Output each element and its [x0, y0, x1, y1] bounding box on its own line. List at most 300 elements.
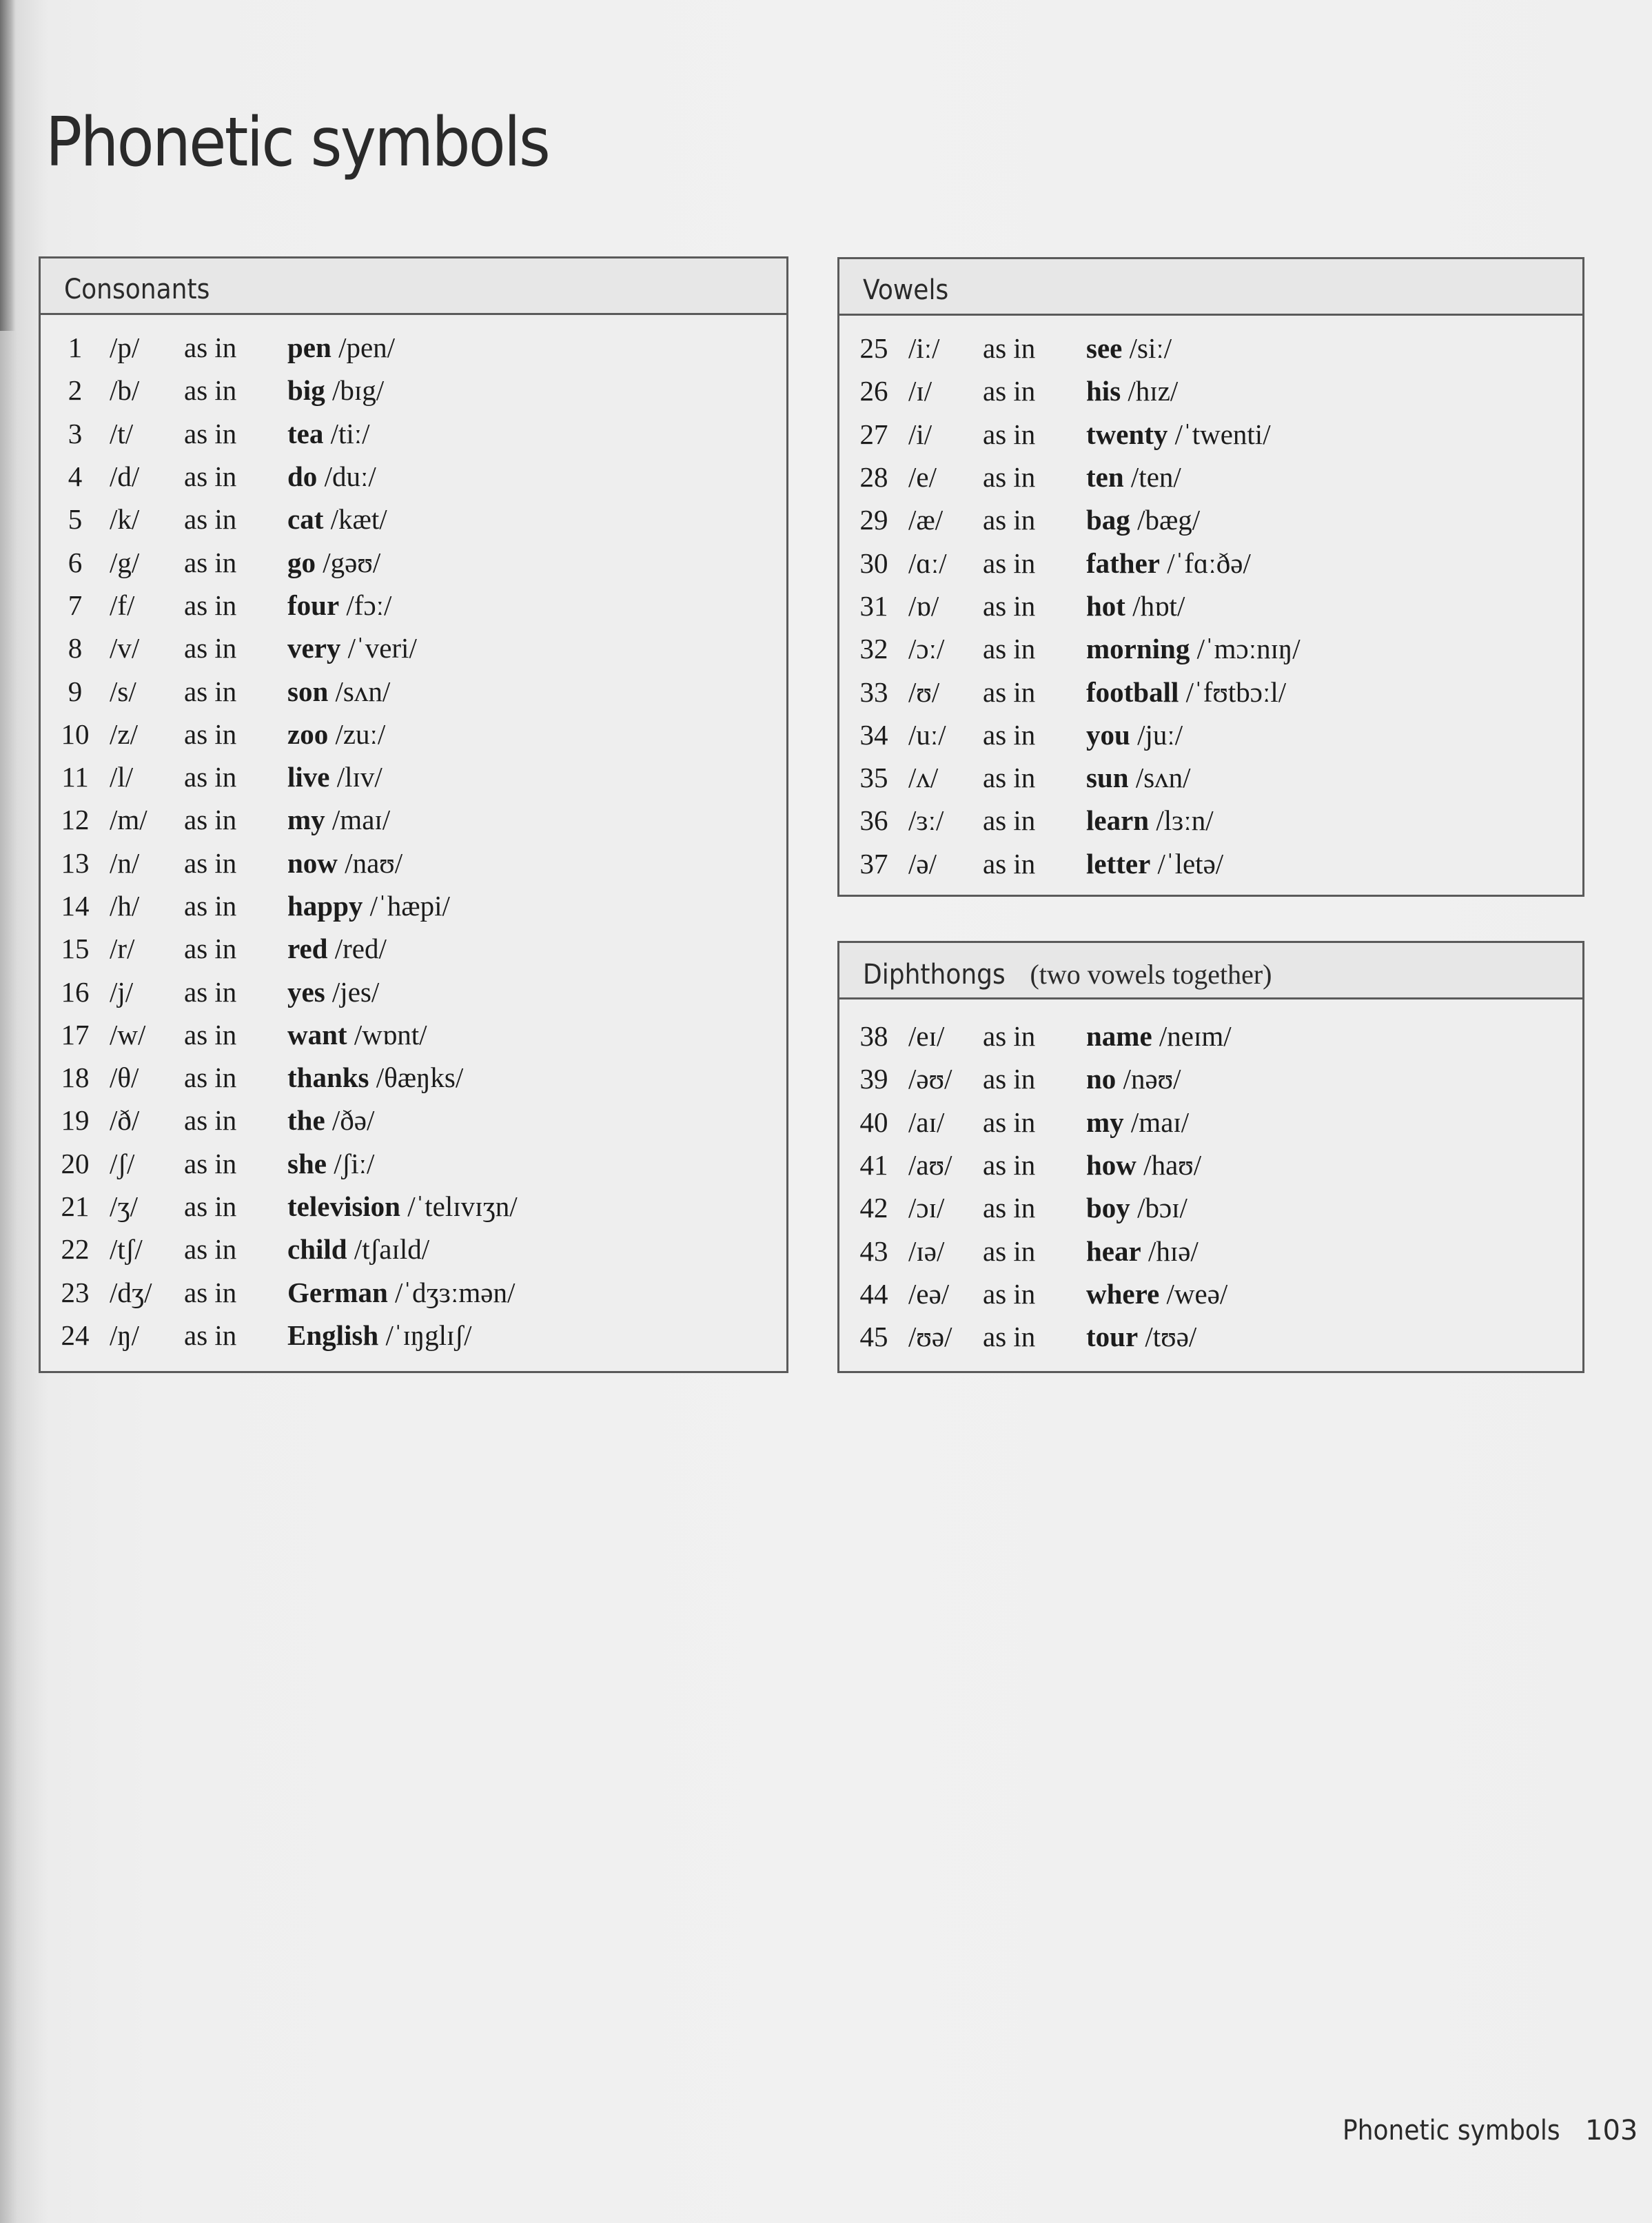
phonetic-symbol: /əʊ/ — [908, 1063, 952, 1095]
phonetic-symbol: /n/ — [110, 846, 140, 879]
example — [1086, 503, 1200, 536]
row-number: 34 — [859, 718, 888, 751]
diphthongs-header — [839, 943, 1582, 999]
row-number: 29 — [859, 504, 888, 536]
row-number: 41 — [859, 1149, 888, 1181]
example — [1086, 589, 1185, 622]
row-number: 26 — [859, 375, 888, 407]
example — [1086, 460, 1181, 494]
example-word: tea — [287, 417, 324, 449]
row-number: 16 — [61, 975, 90, 1008]
symbol-row — [41, 1099, 786, 1141]
phonetic-symbol: /h/ — [110, 890, 140, 922]
example-pronunciation: /ˈdʒɜːmən/ — [395, 1276, 516, 1308]
example — [1086, 547, 1251, 580]
example-pronunciation: /ˈtwenti/ — [1174, 418, 1271, 450]
as-in-label: as in — [983, 762, 1036, 794]
as-in-label: as in — [983, 332, 1036, 365]
example-word: where — [1086, 1277, 1160, 1310]
row-number: 6 — [68, 546, 83, 578]
example-word: his — [1086, 375, 1121, 407]
phonetic-symbol: /l/ — [110, 761, 134, 793]
symbol-row — [41, 970, 786, 1013]
row-number: 25 — [859, 332, 888, 365]
example — [1086, 1320, 1196, 1353]
symbol-row — [41, 1013, 786, 1056]
example-word: ten — [1086, 461, 1124, 494]
example-pronunciation: /bæg/ — [1137, 504, 1201, 536]
symbol-row — [839, 413, 1582, 456]
symbol-row — [41, 669, 786, 712]
as-in-label: as in — [184, 417, 237, 449]
consonants-list — [41, 315, 786, 1357]
symbol-row — [41, 1271, 786, 1314]
row-number: 19 — [61, 1104, 90, 1137]
phonetic-symbol: /ɜː/ — [908, 804, 944, 837]
as-in-label: as in — [184, 546, 237, 578]
example-pronunciation: /maɪ/ — [332, 804, 391, 836]
symbol-row — [41, 1185, 786, 1228]
symbol-row — [41, 1314, 786, 1357]
example — [1086, 1235, 1199, 1268]
example — [1086, 1062, 1181, 1095]
row-number: 10 — [61, 718, 90, 750]
example-pronunciation: /lɪv/ — [336, 761, 383, 793]
symbol-row — [839, 585, 1582, 627]
example-word: see — [1086, 332, 1123, 365]
example-word: do — [287, 460, 318, 493]
row-number: 44 — [859, 1277, 888, 1310]
example — [287, 675, 390, 708]
as-in-label: as in — [184, 761, 237, 793]
row-number: 14 — [61, 890, 90, 922]
example-pronunciation: /pen/ — [338, 332, 396, 364]
example-pronunciation: /siː/ — [1129, 332, 1172, 365]
example-pronunciation: /ˈɪŋglɪʃ/ — [385, 1319, 472, 1351]
example — [287, 760, 383, 793]
example-word: cat — [287, 503, 324, 536]
example-word: hear — [1086, 1235, 1141, 1267]
phonetic-symbol: /m/ — [110, 804, 147, 836]
example-word: she — [287, 1147, 327, 1179]
phonetic-symbol: /eə/ — [908, 1277, 950, 1310]
phonetic-symbol: /uː/ — [908, 718, 946, 751]
example — [1086, 1191, 1187, 1224]
example-word: German — [287, 1276, 388, 1308]
as-in-label: as in — [983, 461, 1036, 494]
example — [287, 1104, 374, 1137]
symbol-row — [839, 627, 1582, 670]
as-in-label: as in — [983, 418, 1036, 450]
diphthongs-heading: Diphthongs — [863, 959, 1006, 991]
row-number: 27 — [859, 418, 888, 450]
as-in-label: as in — [184, 1062, 237, 1094]
phonetic-symbol: /ð/ — [110, 1104, 140, 1137]
example-pronunciation: /ˈtelɪvɪʒn/ — [407, 1190, 518, 1223]
phonetic-symbol: /b/ — [110, 374, 140, 407]
vowels-heading: Vowels — [863, 274, 949, 306]
as-in-label: as in — [184, 632, 237, 664]
example-pronunciation: /tiː/ — [330, 417, 370, 449]
row-number: 40 — [859, 1106, 888, 1138]
diphthongs-heading-note: (two vowels together) — [1030, 959, 1272, 990]
phonetic-symbol: /i/ — [908, 418, 932, 450]
symbol-row — [839, 1315, 1582, 1358]
phonetic-symbol: /v/ — [110, 632, 140, 664]
example-pronunciation: /ˈletə/ — [1157, 847, 1224, 880]
example-word: the — [287, 1104, 325, 1137]
example-word: child — [287, 1233, 347, 1266]
symbol-row — [41, 884, 786, 927]
example-pronunciation: /ˈveri/ — [347, 632, 417, 664]
example-pronunciation: /kæt/ — [330, 503, 387, 536]
example — [287, 1147, 374, 1180]
example-word: thanks — [287, 1062, 369, 1094]
example-pronunciation: /ðə/ — [332, 1104, 375, 1137]
row-number: 9 — [68, 675, 83, 707]
example — [287, 631, 417, 664]
page-footer — [1343, 2115, 1638, 2146]
symbol-row — [839, 713, 1582, 756]
symbol-row — [839, 1272, 1582, 1315]
example — [287, 589, 391, 622]
example — [1086, 332, 1172, 365]
as-in-label: as in — [983, 633, 1036, 665]
row-number: 3 — [68, 417, 83, 449]
example-word: my — [1086, 1106, 1124, 1138]
example-pronunciation: /juː/ — [1137, 718, 1183, 751]
symbol-row — [839, 1186, 1582, 1229]
symbol-row — [839, 498, 1582, 541]
symbol-row — [839, 842, 1582, 885]
phonetic-symbol: /t/ — [110, 417, 134, 449]
example-word: red — [287, 933, 328, 965]
phonetic-symbol: /ʊ/ — [908, 676, 940, 708]
row-number: 13 — [61, 846, 90, 879]
example-pronunciation: /bɪg/ — [332, 374, 385, 407]
example-word: name — [1086, 1020, 1152, 1053]
example — [1086, 1106, 1189, 1139]
page-title: Phonetic symbols — [45, 103, 549, 182]
as-in-label: as in — [983, 589, 1036, 622]
symbol-row — [839, 756, 1582, 799]
example-pronunciation: /ˈfʊtbɔːl/ — [1185, 676, 1287, 708]
as-in-label: as in — [983, 1192, 1036, 1224]
as-in-label: as in — [184, 460, 237, 493]
phonetic-symbol: /ʒ/ — [110, 1190, 138, 1223]
example-word: tour — [1086, 1321, 1139, 1353]
example-word: live — [287, 761, 330, 793]
example — [287, 1018, 427, 1051]
phonetic-symbol: /r/ — [110, 933, 135, 965]
example — [287, 1276, 515, 1309]
as-in-label: as in — [983, 504, 1036, 536]
as-in-label: as in — [184, 374, 237, 407]
phonetic-symbol: /θ/ — [110, 1062, 139, 1094]
symbol-row — [41, 842, 786, 884]
example — [1086, 1148, 1201, 1181]
phonetic-symbol: /aʊ/ — [908, 1149, 952, 1181]
symbol-row — [41, 1228, 786, 1270]
as-in-label: as in — [184, 718, 237, 750]
example-pronunciation: /naʊ/ — [345, 846, 403, 879]
example-pronunciation: /zuː/ — [335, 718, 386, 750]
phonetic-symbol: /ʌ/ — [908, 762, 939, 794]
example — [1086, 374, 1178, 407]
row-number: 37 — [859, 847, 888, 880]
example — [1086, 761, 1191, 794]
as-in-label: as in — [184, 804, 237, 836]
example-pronunciation: /bɔɪ/ — [1137, 1192, 1187, 1224]
symbol-row — [41, 1142, 786, 1185]
phonetic-symbol: /ŋ/ — [110, 1319, 140, 1351]
example-word: four — [287, 589, 340, 621]
vowels-list — [839, 316, 1582, 885]
row-number: 45 — [859, 1321, 888, 1353]
as-in-label: as in — [983, 1277, 1036, 1310]
example-word: English — [287, 1319, 379, 1351]
row-number: 30 — [859, 547, 888, 579]
example — [1086, 804, 1214, 837]
example — [287, 1319, 472, 1352]
symbol-row — [839, 327, 1582, 369]
example-pronunciation: /red/ — [334, 933, 387, 965]
as-in-label: as in — [983, 1106, 1036, 1138]
example-word: no — [1086, 1063, 1116, 1095]
example-pronunciation: /ʃiː/ — [334, 1147, 375, 1179]
consonants-header — [41, 258, 786, 315]
row-number: 39 — [859, 1063, 888, 1095]
row-number: 8 — [68, 632, 83, 664]
example-pronunciation: /hɪə/ — [1148, 1235, 1199, 1267]
as-in-label: as in — [184, 332, 237, 364]
vowels-header — [839, 259, 1582, 316]
phonetic-symbol: /ɒ/ — [908, 589, 939, 622]
phonetic-symbol: /k/ — [110, 503, 140, 536]
symbol-row — [41, 755, 786, 798]
as-in-label: as in — [184, 890, 237, 922]
example — [1086, 1019, 1232, 1053]
example-word: learn — [1086, 804, 1150, 837]
as-in-label: as in — [184, 675, 237, 707]
phonetic-symbol: /ʊə/ — [908, 1321, 952, 1353]
example — [1086, 632, 1301, 665]
example-word: television — [287, 1190, 400, 1223]
as-in-label: as in — [983, 1149, 1036, 1181]
example — [287, 503, 387, 536]
example — [1086, 718, 1183, 751]
example-word: pen — [287, 332, 332, 364]
row-number: 42 — [859, 1192, 888, 1224]
as-in-label: as in — [184, 503, 237, 536]
phonetic-symbol: /ɔː/ — [908, 633, 945, 665]
diphthongs-list — [839, 999, 1582, 1358]
phonetic-symbol: /ɔɪ/ — [908, 1192, 945, 1224]
as-in-label: as in — [184, 1147, 237, 1179]
example — [287, 417, 370, 450]
example — [287, 932, 387, 965]
example-pronunciation: /weə/ — [1166, 1277, 1228, 1310]
as-in-label: as in — [184, 1018, 237, 1050]
example-word: my — [287, 804, 325, 836]
as-in-label: as in — [184, 975, 237, 1008]
symbol-row — [41, 412, 786, 455]
row-number: 36 — [859, 804, 888, 837]
as-in-label: as in — [983, 847, 1036, 880]
phonetic-symbol: /w/ — [110, 1018, 146, 1050]
as-in-label: as in — [184, 1233, 237, 1266]
as-in-label: as in — [184, 589, 237, 621]
example — [287, 546, 380, 579]
phonetic-symbol: /tʃ/ — [110, 1233, 143, 1266]
example-word: big — [287, 374, 325, 407]
example-word: letter — [1086, 847, 1151, 880]
phonetic-symbol: /dʒ/ — [110, 1276, 152, 1308]
example — [287, 803, 390, 836]
example-pronunciation: /sʌn/ — [335, 675, 391, 707]
symbol-row — [839, 369, 1582, 412]
example — [287, 846, 402, 880]
symbol-row — [41, 1056, 786, 1099]
example-word: bag — [1086, 504, 1130, 536]
as-in-label: as in — [983, 375, 1036, 407]
phonetic-symbol: /g/ — [110, 546, 140, 578]
row-number: 17 — [61, 1018, 90, 1050]
as-in-label: as in — [983, 676, 1036, 708]
as-in-label: as in — [184, 933, 237, 965]
phonetic-symbol: /ɪə/ — [908, 1235, 945, 1267]
phonetic-symbol: /iː/ — [908, 332, 940, 365]
symbol-row — [839, 799, 1582, 842]
row-number: 24 — [61, 1319, 90, 1351]
row-number: 2 — [68, 374, 83, 407]
as-in-label: as in — [983, 1063, 1036, 1095]
as-in-label: as in — [983, 547, 1036, 579]
phonetic-symbol: /e/ — [908, 461, 937, 494]
symbol-row — [41, 498, 786, 540]
example-pronunciation: /nəʊ/ — [1123, 1063, 1181, 1095]
example-word: twenty — [1086, 418, 1168, 450]
row-number: 1 — [68, 332, 83, 364]
example-word: hot — [1086, 589, 1125, 622]
phonetic-symbol: /eɪ/ — [908, 1020, 945, 1053]
example-pronunciation: /lɜːn/ — [1156, 804, 1214, 837]
example — [287, 1061, 463, 1094]
example-pronunciation: /sʌn/ — [1135, 762, 1191, 794]
example — [1086, 676, 1286, 709]
example-word: boy — [1086, 1192, 1130, 1224]
symbol-row — [839, 541, 1582, 584]
example-pronunciation: /hɒt/ — [1132, 589, 1185, 622]
as-in-label: as in — [184, 1190, 237, 1223]
footer-title: Phonetic symbols — [1343, 2115, 1560, 2146]
example-pronunciation: /neɪm/ — [1159, 1020, 1232, 1053]
symbol-row — [839, 456, 1582, 498]
example-word: yes — [287, 975, 325, 1008]
row-number: 20 — [61, 1147, 90, 1179]
example-word: morning — [1086, 633, 1190, 665]
example — [287, 975, 379, 1008]
example-pronunciation: /jes/ — [332, 975, 380, 1008]
row-number: 12 — [61, 804, 90, 836]
example-pronunciation: /wɒnt/ — [354, 1018, 427, 1050]
example-pronunciation: /duː/ — [324, 460, 376, 493]
example — [287, 889, 450, 922]
example — [1086, 418, 1271, 451]
phonetic-symbol: /aɪ/ — [908, 1106, 945, 1138]
row-number: 43 — [859, 1235, 888, 1267]
phonetic-symbol: /d/ — [110, 460, 140, 493]
example — [287, 460, 376, 493]
example — [1086, 847, 1223, 880]
as-in-label: as in — [983, 718, 1036, 751]
example-word: now — [287, 846, 338, 879]
example-word: son — [287, 675, 329, 707]
row-number: 11 — [61, 761, 89, 793]
example-word: you — [1086, 718, 1130, 751]
page-number: 103 — [1585, 2115, 1638, 2146]
example-pronunciation: /ˈhæpi/ — [369, 890, 450, 922]
row-number: 33 — [859, 676, 888, 708]
example — [1086, 1277, 1227, 1310]
row-number: 21 — [61, 1190, 90, 1223]
phonetic-symbol: /ə/ — [908, 847, 937, 880]
row-number: 23 — [61, 1276, 90, 1308]
row-number: 4 — [68, 460, 83, 493]
phonetic-symbol: /f/ — [110, 589, 135, 621]
symbol-row — [41, 627, 786, 669]
phonetic-symbol: /p/ — [110, 332, 140, 364]
diphthongs-panel — [837, 941, 1584, 1373]
example-word: zoo — [287, 718, 329, 750]
symbol-row — [41, 326, 786, 369]
example-word: happy — [287, 890, 363, 922]
phonetic-symbol: /æ/ — [908, 504, 944, 536]
as-in-label: as in — [983, 1020, 1036, 1053]
example-word: go — [287, 546, 316, 578]
as-in-label: as in — [983, 1235, 1036, 1267]
row-number: 31 — [859, 589, 888, 622]
as-in-label: as in — [184, 1104, 237, 1137]
symbol-row — [41, 798, 786, 841]
symbol-row — [41, 584, 786, 627]
example — [287, 1232, 429, 1266]
symbol-row — [41, 369, 786, 412]
example — [287, 718, 385, 751]
symbol-row — [41, 713, 786, 755]
example-word: sun — [1086, 762, 1129, 794]
phonetic-symbol: /s/ — [110, 675, 136, 707]
example-word: very — [287, 632, 341, 664]
example-pronunciation: /ˈmɔːnɪŋ/ — [1196, 633, 1301, 665]
as-in-label: as in — [983, 1321, 1036, 1353]
phonetic-symbol: /ɪ/ — [908, 375, 932, 407]
example-word: how — [1086, 1149, 1136, 1181]
phonetic-symbol: /z/ — [110, 718, 138, 750]
as-in-label: as in — [184, 1319, 237, 1351]
example-pronunciation: /haʊ/ — [1143, 1149, 1202, 1181]
example-pronunciation: /hɪz/ — [1128, 375, 1179, 407]
symbol-row — [41, 455, 786, 498]
symbol-row — [839, 1015, 1582, 1057]
vowels-panel — [837, 257, 1584, 897]
symbol-row — [839, 1144, 1582, 1186]
book-spine-shadow — [0, 0, 15, 331]
consonants-panel — [39, 256, 788, 1373]
example-pronunciation: /maɪ/ — [1130, 1106, 1190, 1138]
as-in-label: as in — [184, 846, 237, 879]
example-word: father — [1086, 547, 1161, 579]
